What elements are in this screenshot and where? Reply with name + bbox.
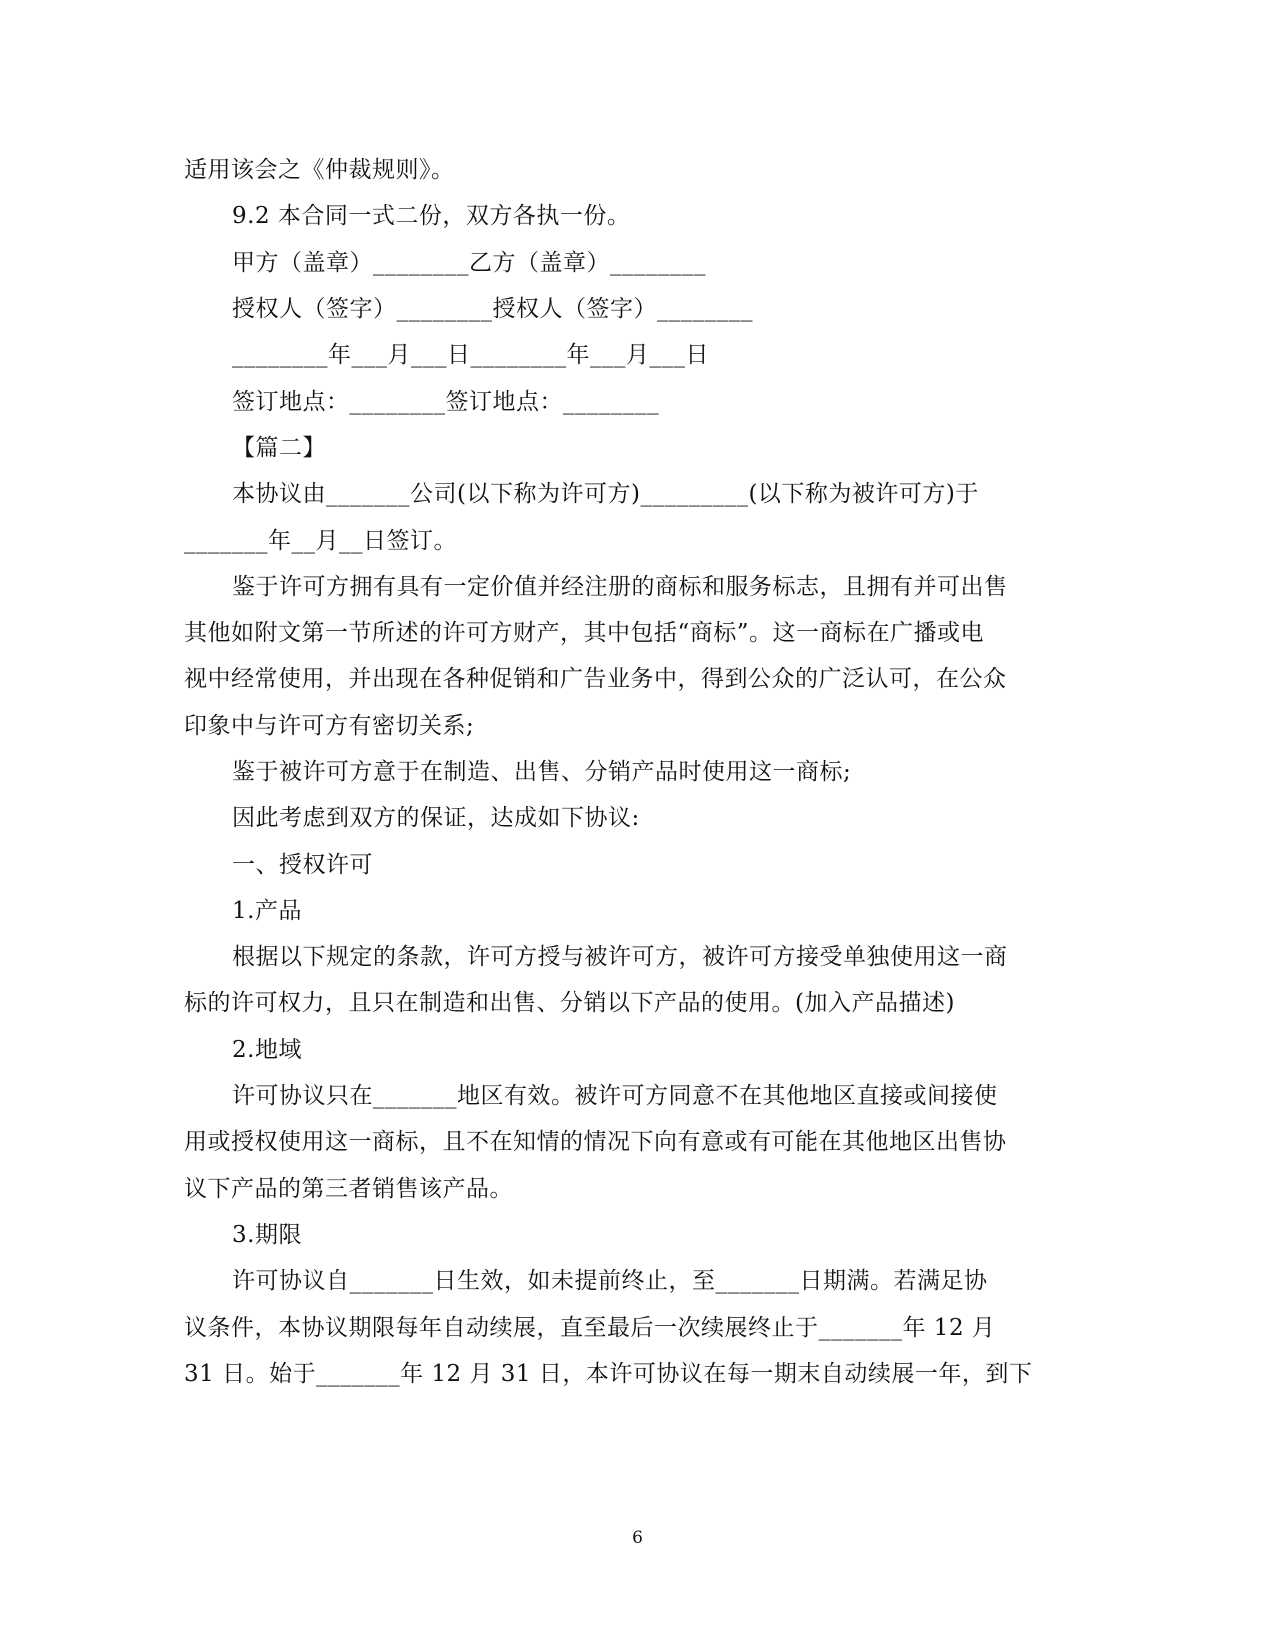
text-line: 其他如附文第一节所述的许可方财产，其中包括“商标”。这一商标在广播或电 [184,620,985,646]
text-line: 用或授权使用这一商标，且不在知情的情况下向有意或有可能在其他地区出售协 [184,1129,1007,1155]
clause-heading: 一、授权许可 [232,852,373,878]
text-line: 议条件，本协议期限每年自动续展，直至最后一次续展终止于_______年 12 月 [184,1315,996,1341]
text-line: 视中经常使用，并出现在各种促销和广告业务中，得到公众的广泛认可，在公众 [184,666,1007,692]
section-heading: 【篇二】 [232,435,326,461]
text-line: 31 日。始于_______年 12 月 31 日，本许可协议在每一期末自动续展一年，到下 [184,1361,1033,1387]
text-line: 鉴于许可方拥有具有一定价值并经注册的商标和服务标志，且拥有并可出售 [232,574,1008,600]
signature-line-date: ________年___月___日________年___月___日 [232,342,709,368]
clause-subheading: 1.产品 [232,898,302,924]
text-line: 9.2 本合同一式二份，双方各执一份。 [232,203,631,229]
text-line: 因此考虑到双方的保证，达成如下协议: [232,805,640,831]
text-line: 印象中与许可方有密切关系; [184,713,475,739]
text-line: 鉴于被许可方意于在制造、出售、分销产品时使用这一商标; [232,759,852,785]
text-line: 适用该会之《仲裁规则》。 [184,157,455,183]
text-line: 许可协议只在_______地区有效。被许可方同意不在其他地区直接或间接使 [232,1083,998,1109]
signature-line-place: 签订地点：________签订地点：________ [232,389,659,415]
text-line: 许可协议自_______日生效，如未提前终止，至_______日期满。若满足协 [232,1268,988,1294]
text-line: 根据以下规定的条款，许可方授与被许可方，被许可方接受单独使用这一商 [232,944,1008,970]
text-line: 议下产品的第三者销售该产品。 [184,1176,513,1202]
clause-subheading: 2.地域 [232,1037,302,1063]
clause-subheading: 3.期限 [232,1222,302,1248]
text-line: 标的许可权力，且只在制造和出售、分销以下产品的使用。(加入产品描述) [184,990,955,1016]
page-number: 6 [632,1528,643,1548]
text-line: _______年__月__日签订。 [184,528,457,554]
text-line: 本协议由_______公司(以下称为许可方)_________(以下称为被许可方)于 [232,481,979,507]
signature-line-authorized: 授权人（签字）________授权人（签字）________ [232,296,753,322]
signature-line-seal: 甲方（盖章）________乙方（盖章）________ [232,250,706,276]
